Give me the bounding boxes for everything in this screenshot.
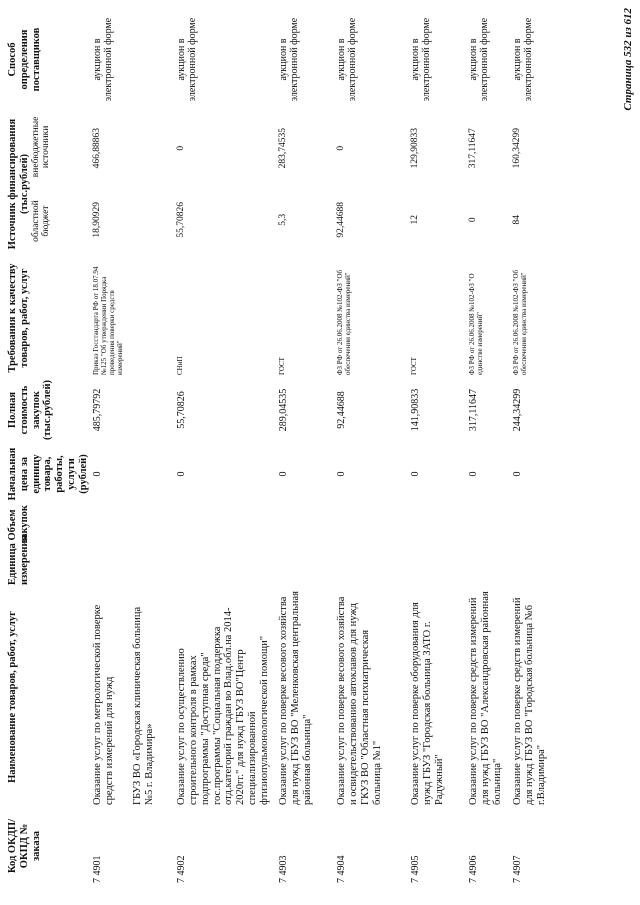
row-method: аукцион в электронной форме — [336, 17, 359, 102]
row-name-text: Оказание услуг по метрологической поверке средств измерений для нужд — [92, 604, 115, 805]
row-regional: 84 — [512, 215, 523, 225]
header-unit-price: Начальная цена за единицу товара, работы, услуги (рублей) — [7, 447, 89, 501]
row-total: 141,90833 — [410, 388, 422, 432]
row-unit-price: 0 — [512, 471, 524, 477]
row-volume — [276, 505, 334, 545]
row-name: Оказание услуг по поверке оборудования для нужд ГБУЗ "Городская больница ЗАТО г. Радужный" — [410, 602, 445, 805]
header-fin-regional: областной бюджет — [30, 200, 52, 242]
row-regional: 55,70826 — [176, 201, 187, 238]
row-offbudget: 0 — [176, 145, 187, 151]
row-name: Оказание услуг по поверке весового хозяйства и освидетельствованию автоклавов для нужд ГКУЗ ВО "Областная психиатрическая больница №1" — [336, 596, 383, 805]
row-name: Оказание услуг по поверке средств измерений для нужд ГБУЗ ВО "Городская больница №6 г.Владимира" — [512, 597, 547, 805]
procurement-table — [6, 10, 554, 885]
header-volume: Объем закупок — [7, 505, 30, 543]
row-code: 7 4906 — [468, 855, 480, 883]
header-name: Наименование товаров, работ, услуг — [7, 611, 18, 783]
row-method: аукцион в электронной форме — [468, 17, 491, 102]
row-unit — [510, 545, 554, 587]
row-volume — [510, 505, 554, 545]
row-financing — [334, 109, 408, 259]
row-unit-price: 0 — [410, 471, 422, 477]
row-unit-price: 0 — [176, 471, 188, 477]
row-unit-price: 0 — [278, 471, 290, 477]
row-unit-price: 0 — [336, 471, 348, 477]
row-requirements: ФЗ РФ от 26.06.2008 №102-ФЗ "Об обеспечении единства измерений" — [512, 269, 529, 375]
header-method: Способ определения поставщиков — [7, 27, 42, 92]
row-regional: 18,90929 — [92, 201, 103, 238]
table-row — [90, 10, 174, 885]
row-regional: 12 — [410, 215, 421, 225]
row-unit — [466, 545, 510, 587]
row-requirements: ФЗ РФ от 26.06.2008 №102-ФЗ "Об обеспечении единства измерений" — [336, 269, 353, 375]
row-financing — [90, 109, 174, 259]
row-total: 317,11647 — [468, 388, 480, 432]
table-row — [276, 10, 334, 885]
table-row — [510, 10, 554, 885]
row-method: аукцион в электронной форме — [176, 17, 199, 102]
row-requirements: СНиП — [176, 356, 185, 375]
row-method: аукцион в электронной форме — [92, 17, 115, 102]
row-offbudget: 160,34299 — [512, 128, 523, 169]
row-volume — [174, 505, 276, 545]
table-row — [466, 10, 510, 885]
row-unit — [334, 545, 408, 587]
row-method: аукцион в электронной форме — [512, 17, 535, 102]
row-name: Оказание услуг по поверке средств измерений для нужд ГБУЗ ВО "Александровская районная больница" — [468, 591, 503, 805]
header-financing-title: Источник финансирования (тыс.рублей) — [7, 118, 30, 250]
table-header — [6, 10, 90, 885]
row-regional: 0 — [468, 217, 479, 223]
row-financing — [174, 109, 276, 259]
header-requirements: Требования к качеству товаров, работ, услуг — [7, 263, 30, 373]
header-fin-offbudget: внебюджетные источники — [30, 116, 52, 178]
row-financing — [408, 109, 466, 259]
row-requirements: Приказ Госстандарта РФ от 18.07.94 №125 "Об утверждении Порядка проведения поверки средств измерений" — [92, 266, 125, 375]
header-financing — [6, 109, 90, 259]
row-financing — [466, 109, 510, 259]
row-offbudget: 283,74535 — [278, 128, 289, 169]
row-name-extra: ГБУЗ ВО «Городская клиническая больница №5 г. Владимира» — [131, 606, 155, 805]
table-row — [334, 10, 408, 885]
row-offbudget: 466,88863 — [92, 128, 103, 169]
row-offbudget: 129,90833 — [410, 128, 421, 169]
header-unit: Единица измерения — [7, 534, 30, 585]
row-name: Оказание услуг по поверке весового хозяйства для нужд ГБУЗ ВО "Меленковская центральная районная больница" — [278, 591, 313, 805]
table-row — [408, 10, 466, 885]
header-code: Код ОКДП/ ОКПД № заказа — [7, 818, 42, 874]
row-total: 289,04535 — [278, 388, 290, 432]
row-code: 7 4901 — [92, 855, 104, 883]
row-total: 55,70826 — [176, 391, 188, 429]
row-unit — [90, 545, 174, 587]
row-total: 244,34299 — [512, 388, 524, 432]
row-requirements: ГОСТ — [278, 357, 287, 375]
row-offbudget: 0 — [336, 145, 347, 151]
row-total: 92,44688 — [336, 391, 348, 429]
row-requirements: ФЗ РФ от 26.06.2008 №102-ФЗ "О единстве измерений" — [468, 273, 485, 375]
page-number: Страница 532 из 612 — [622, 8, 634, 111]
row-volume — [90, 505, 174, 545]
row-financing — [510, 109, 554, 259]
row-unit — [276, 545, 334, 587]
row-financing — [276, 109, 334, 259]
row-unit — [408, 545, 466, 587]
row-method: аукцион в электронной форме — [410, 17, 433, 102]
row-name — [90, 587, 174, 807]
row-volume — [334, 505, 408, 545]
row-code: 7 4902 — [176, 855, 188, 883]
row-code: 7 4904 — [336, 855, 348, 883]
row-offbudget: 317,11647 — [468, 128, 479, 169]
row-total: 485,79792 — [92, 388, 104, 432]
row-regional: 92,44688 — [336, 201, 347, 238]
row-requirements: ГОСТ — [410, 357, 419, 375]
row-volume — [408, 505, 466, 545]
row-name: Оказание услуг по осуществлению строительного контроля в рамках подпрограммы "Доступная среда" гос.программы "Социальная поддержка отд.категорий граждан во Влад.обл.на 2014-2020гг." для нужд ГБУЗ ВО"Центр специализированной фтизиопульмонологической помощи" — [176, 607, 270, 805]
row-code: 7 4905 — [410, 855, 422, 883]
header-total-cost: Полная стоимость закупок (тыс.рублей) — [7, 379, 54, 441]
row-unit — [174, 545, 276, 587]
table-row — [174, 10, 276, 885]
row-unit-price: 0 — [468, 471, 480, 477]
row-code: 7 4903 — [278, 855, 290, 883]
row-code: 7 4907 — [512, 855, 524, 883]
row-unit-price: 0 — [92, 471, 104, 477]
row-volume — [466, 505, 510, 545]
row-regional: 5,3 — [278, 213, 289, 226]
row-method: аукцион в электронной форме — [278, 17, 301, 102]
